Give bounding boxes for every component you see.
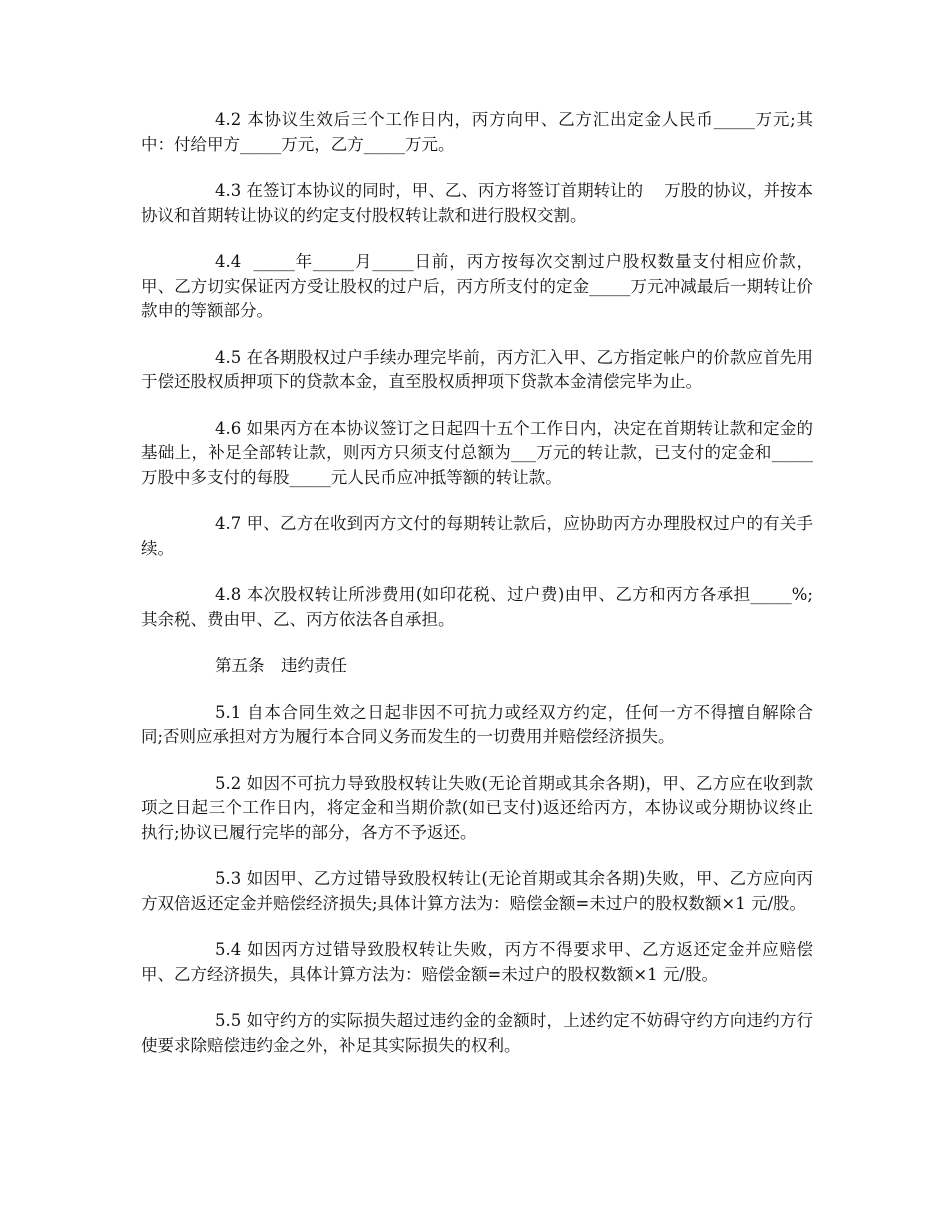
- clause-5-2: 5.2 如因不可抗力导致股权转让失败(无论首期或其余各期)，甲、乙方应在收到款项之日起三个工作日内，将定金和当期价款(如已支付)返还给丙方，本协议或分期协议终止执行;协议已履行完毕的部分，各方不予返还。: [141, 773, 813, 842]
- document-body: [141, 108, 813, 1080]
- clause-4-4: 4.4 _____年_____月_____日前，丙方按每次交割过户股权数量支付相应价款，甲、乙方切实保证丙方受让股权的过户后，丙方所支付的定金_____万元冲减最后一期转让价款申的等额部分。: [141, 252, 813, 320]
- clause-5-4: 5.4 如因丙方过错导致股权转让失败，丙方不得要求甲、乙方返还定金并应赔偿甲、乙方经济损失，具体计算方法为：赔偿金额=未过户的股权数额×1 元/股。: [141, 940, 813, 984]
- clause-4-5: 4.5 在各期股权过户手续办理完毕前，丙方汇入甲、乙方指定帐户的价款应首先用于偿还股权质押项下的贷款本金，直至股权质押项下贷款本金清偿完毕为止。: [141, 347, 813, 391]
- clause-5-5: 5.5 如守约方的实际损失超过违约金的金额时，上述约定不妨碍守约方向违约方行使要求除赔偿违约金之外，补足其实际损失的权利。: [141, 1011, 813, 1055]
- clause-4-8: 4.8 本次股权转让所涉费用(如印花税、过户费)由甲、乙方和丙方各承担_____%;其余税、费由甲、乙、丙方依法各自承担。: [141, 585, 813, 629]
- clause-5-3: 5.3 如因甲、乙方过错导致股权转让(无论首期或其余各期)失败，甲、乙方应向丙方双倍返还定金并赔偿经济损失;具体计算方法为：赔偿金额=未过户的股权数额×1 元/股。: [141, 869, 813, 913]
- clause-4-7: 4.7 甲、乙方在收到丙方文付的每期转让款后，应协助丙方办理股权过户的有关手续。: [141, 514, 813, 558]
- clause-4-2: 4.2 本协议生效后三个工作日内，丙方向甲、乙方汇出定金人民币_____万元;其中：付给甲方_____万元，乙方_____万元。: [141, 110, 813, 154]
- clause-5-1: 5.1 自本合同生效之日起非因不可抗力或经双方约定，任何一方不得擅自解除合同;否则应承担对方为履行本合同义务而发生的一切费用并赔偿经济损失。: [141, 702, 813, 746]
- section-heading: 第五条 违约责任: [215, 656, 347, 675]
- clause-4-3: 4.3 在签订本协议的同时，甲、乙、丙方将签订首期转让的 万股的协议，并按本协议和首期转让协议的约定支付股权转让款和进行股权交割。: [141, 181, 813, 225]
- clause-4-6: 4.6 如果丙方在本协议签订之日起四十五个工作日内，决定在首期转让款和定金的基础上，补足全部转让款，则丙方只须支付总额为___万元的转让款，已支付的定金和_____万股中多支付的每股_____元人民币应冲抵等额的转让款。: [141, 418, 813, 487]
